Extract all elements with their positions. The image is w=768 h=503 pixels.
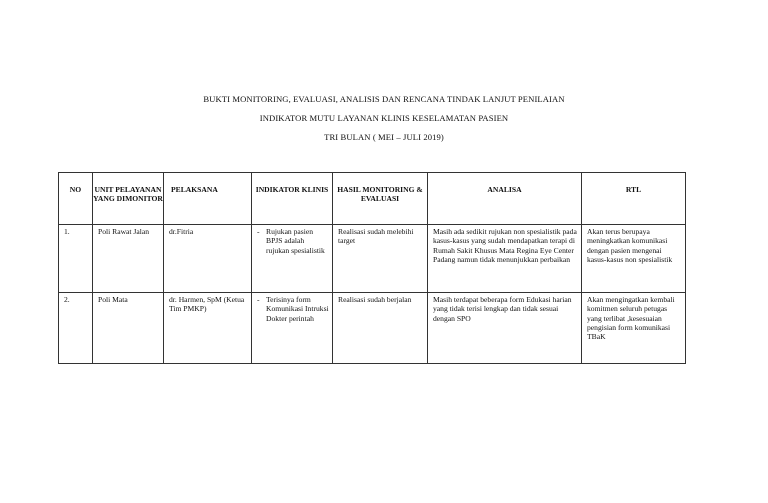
unit-name: Poli Mata bbox=[98, 295, 128, 304]
dash-bullet: - bbox=[257, 295, 260, 304]
hasil-text: Realisasi sudah berjalan bbox=[338, 295, 412, 304]
cell-pelaksana bbox=[164, 293, 252, 364]
cell-unit bbox=[93, 293, 164, 364]
table-row bbox=[59, 293, 686, 364]
header-unit: UNIT PELAYANAN YANG DIMONITOR bbox=[93, 173, 164, 225]
indikator-text: Terisinya form Komunikasi Intruksi Dokter perintah bbox=[266, 295, 329, 323]
header-pelaksana: PELAKSANA bbox=[164, 173, 252, 225]
cell-no bbox=[59, 225, 93, 293]
cell-hasil bbox=[333, 225, 428, 293]
cell-analisa bbox=[428, 225, 582, 293]
header-rtl: RTL bbox=[582, 173, 686, 225]
cell-indikator bbox=[252, 293, 333, 364]
cell-rtl bbox=[582, 293, 686, 364]
header-hasil: HASIL MONITORING & EVALUASI bbox=[333, 173, 428, 225]
cell-indikator bbox=[252, 225, 333, 293]
cell-analisa bbox=[428, 293, 582, 364]
pelaksana-name: dr.Fitria bbox=[169, 227, 194, 236]
cell-rtl bbox=[582, 225, 686, 293]
header-no: NO bbox=[59, 173, 93, 225]
header-analisa: ANALISA bbox=[428, 173, 582, 225]
header-indikator: INDIKATOR KLINIS bbox=[252, 173, 333, 225]
document-title-line-1: BUKTI MONITORING, EVALUASI, ANALISIS DAN RENCANA TINDAK LANJUT PENILAIAN bbox=[203, 94, 565, 104]
document-title-line-2: INDIKATOR MUTU LAYANAN KLINIS KESELAMATAN PASIEN bbox=[259, 113, 509, 123]
document-period: TRI BULAN ( MEI – JULI 2019) bbox=[324, 132, 444, 142]
row-number: 1. bbox=[64, 227, 70, 236]
rtl-text: Akan mengingatkan kembali komitmen seluruh petugas yang terlibat ,kesesuaian pengisian form komunikasi TBaK bbox=[587, 295, 675, 342]
monitoring-table bbox=[58, 172, 686, 364]
cell-no bbox=[59, 293, 93, 364]
indikator-text: Rujukan pasien BPJS adalah rujukan spesialistik bbox=[266, 227, 325, 255]
pelaksana-name: dr. Harmen, SpM (Ketua Tim PMKP) bbox=[169, 295, 245, 314]
table-row bbox=[59, 225, 686, 293]
cell-hasil bbox=[333, 293, 428, 364]
dash-bullet: - bbox=[257, 227, 260, 236]
analisa-text: Masih terdapat beberapa form Edukasi harian yang tidak terisi lengkap dan tidak sesuai dengan SPO bbox=[433, 295, 572, 323]
cell-pelaksana bbox=[164, 225, 252, 293]
hasil-text: Realisasi sudah melebihi target bbox=[338, 227, 414, 246]
unit-name: Poli Rawat Jalan bbox=[98, 227, 150, 236]
cell-unit bbox=[93, 225, 164, 293]
table-header-row bbox=[59, 173, 686, 225]
rtl-text: Akan terus berupaya meningkatkan komunikasi dengan pasien mengenai kasus-kasus non spesialistik bbox=[587, 227, 673, 264]
analisa-text: Masih ada sedikit rujukan non spesialistik pada kasus-kasus yang sudah mendapatkan terapi di Rumah Sakit Khusus Mata Regina Eye Center Padang namun tidak menunjukkan perbaikan bbox=[433, 227, 577, 264]
row-number: 2. bbox=[64, 295, 70, 304]
